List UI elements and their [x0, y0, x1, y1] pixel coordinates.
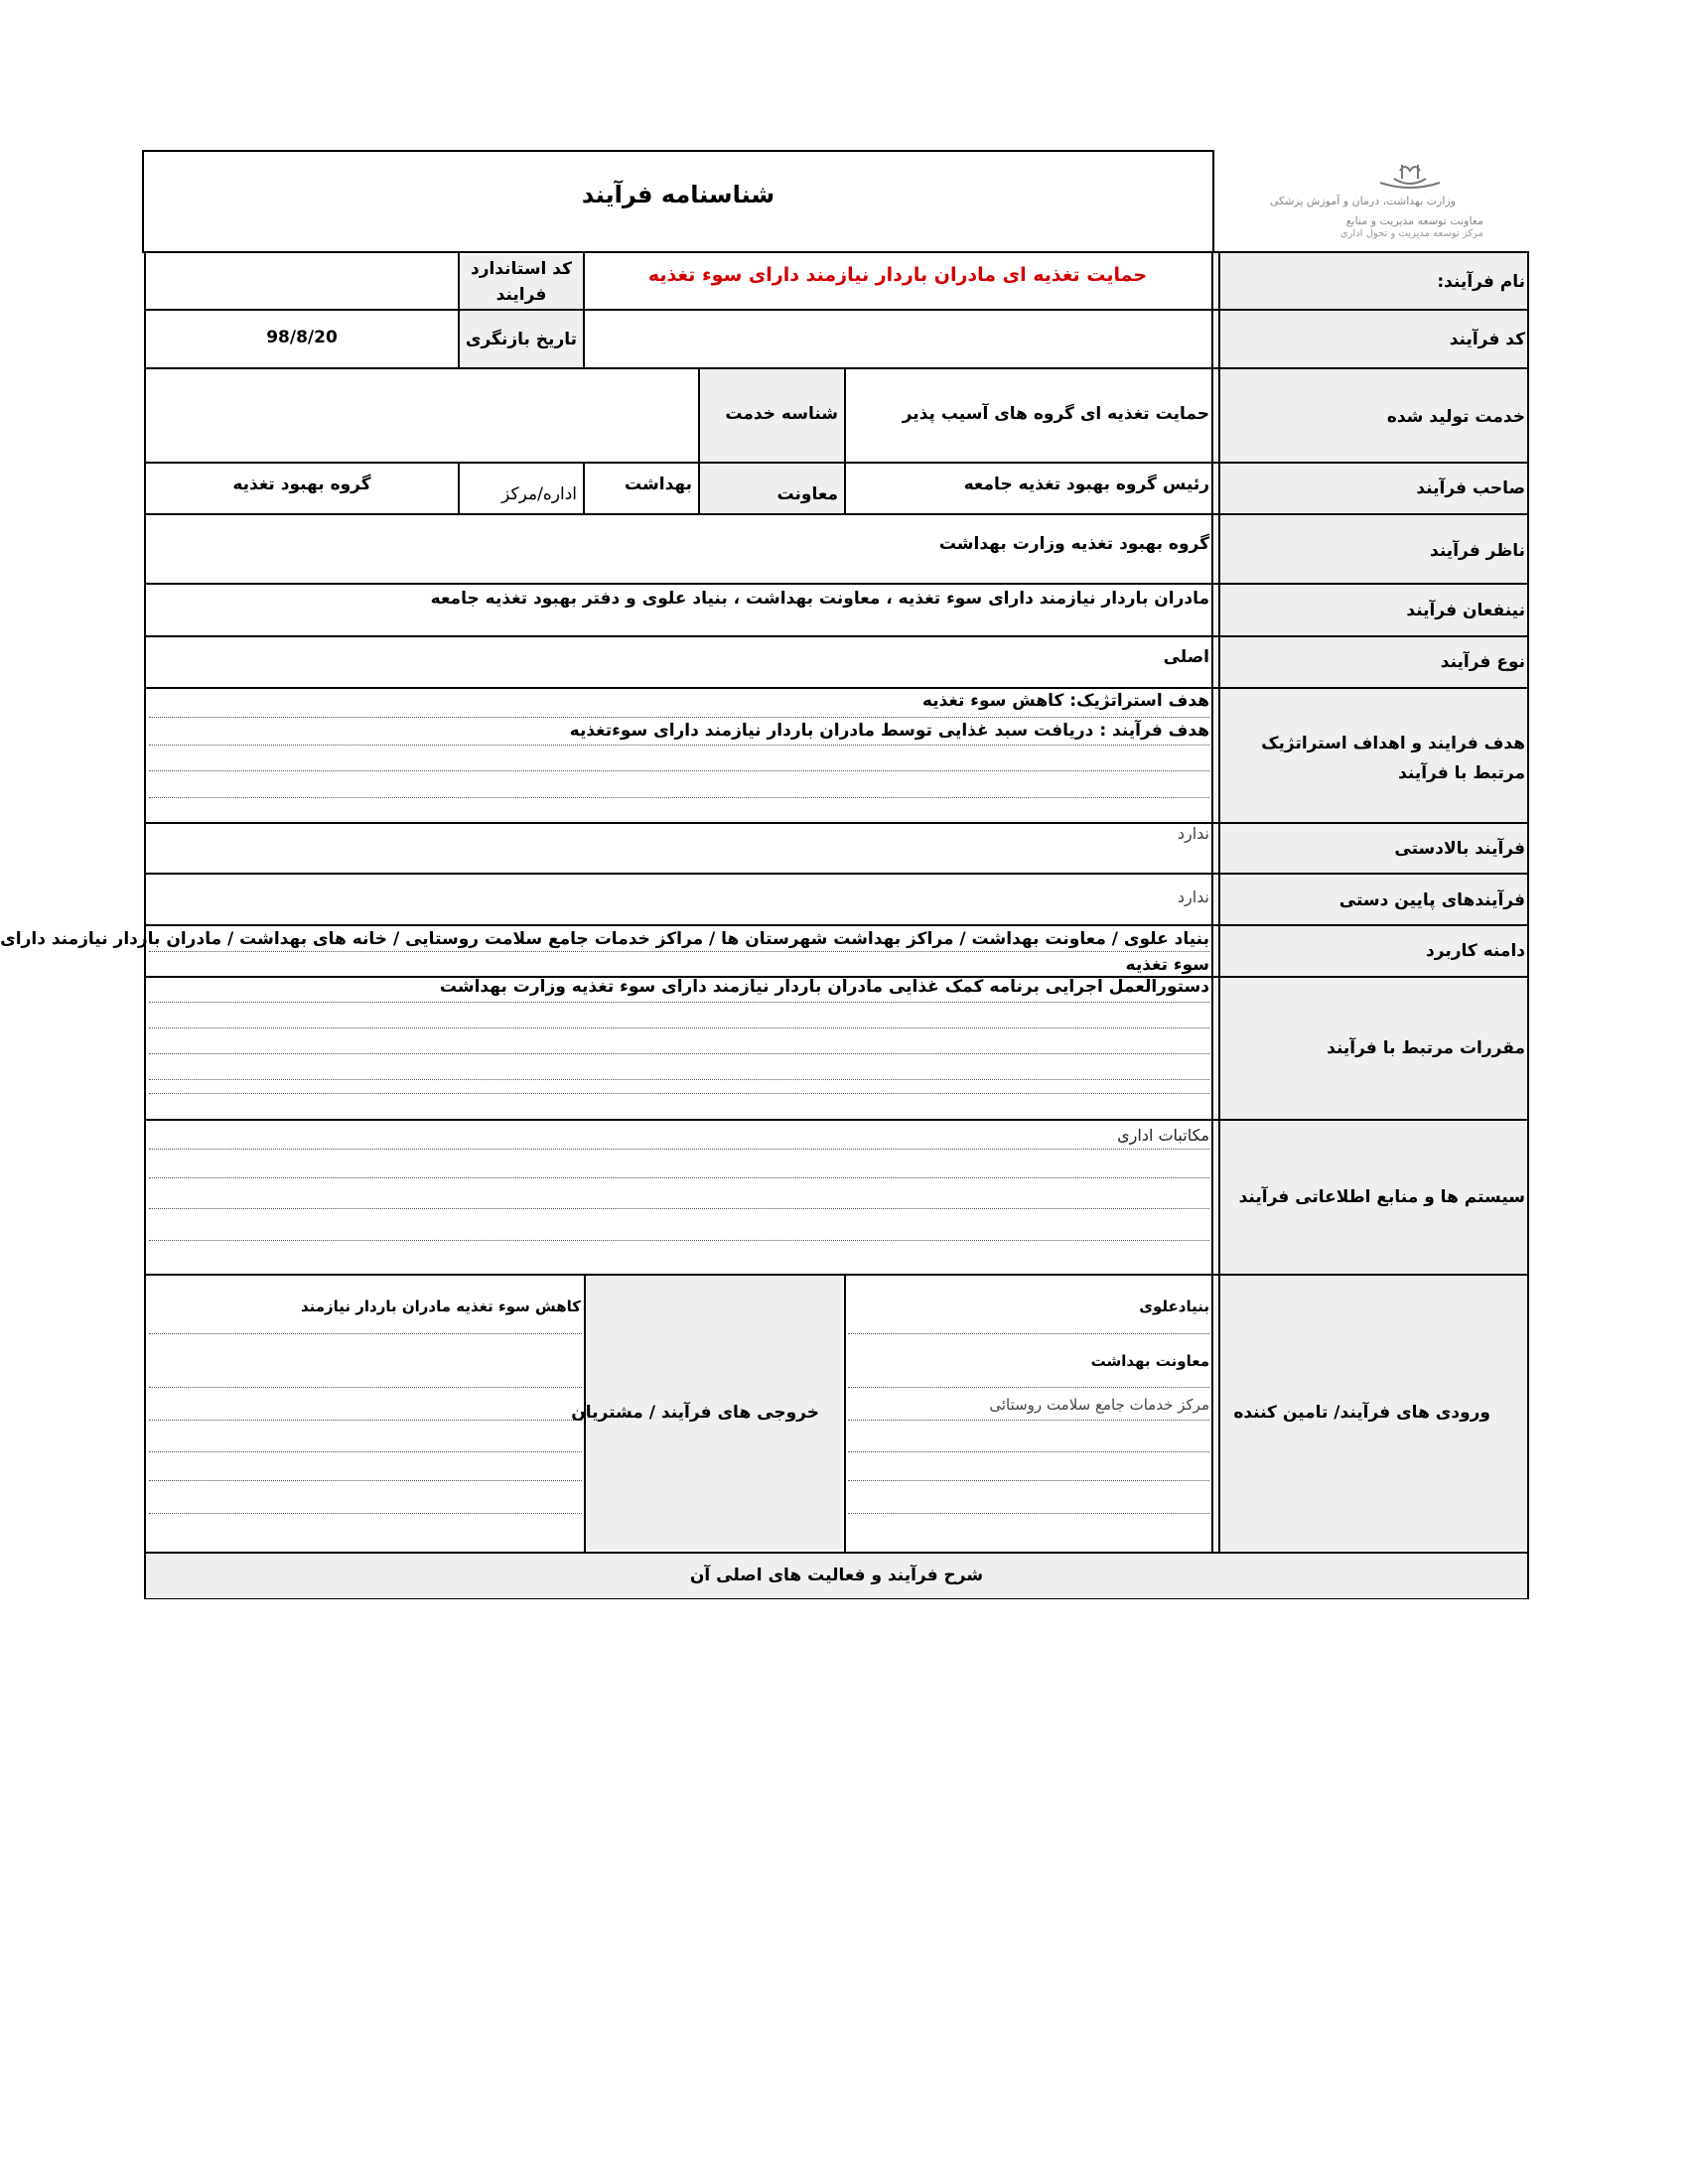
- process-goal-value: هدف فرآیند : دریافت سبد غذایی توسط مادران باردار نیازمند دارای سوءتغذیه: [569, 721, 1209, 741]
- logo-line-1: وزارت بهداشت، درمان و آموزش پزشکی: [1269, 195, 1456, 207]
- label-service-produced: خدمت تولید شده: [1386, 407, 1525, 427]
- process-name-value: حمایت تغذیه ای مادران باردار نیازمند دارای سوء تغذیه: [647, 264, 1148, 286]
- logo-line-3: مرکز توسعه مدیریت و تحول اداری: [1339, 228, 1483, 239]
- label-service-id: شناسه خدمت: [725, 404, 838, 424]
- label-inputs: ورودی های فرآیند/ تامین کننده: [1233, 1403, 1490, 1423]
- label-description: شرح فرآیند و فعالیت های اصلی آن: [689, 1566, 984, 1585]
- review-date-value: 98/8/20: [266, 328, 338, 347]
- label-upstream: فرآیند بالادستی: [1394, 839, 1525, 859]
- label-regulations: مقررات مرتبط با فرآیند: [1327, 1038, 1525, 1058]
- page-title: شناسنامه فرآیند: [581, 181, 775, 208]
- label-supervisor: ناظر فرآیند: [1430, 541, 1525, 561]
- label-scope: دامنه کاربرد: [1426, 941, 1525, 961]
- scope-value-line-1: بنیاد علوی / معاونت بهداشت / مراکز بهداشت شهرستان ها / مراکز خدمات جامع سلامت روستایی / خانه های بهداشت / مادران باردار نیازمند دارای: [0, 929, 1209, 949]
- label-process-code: کد فرآیند: [1449, 330, 1525, 349]
- logo-line-2: معاونت توسعه مدیریت و منابع: [1345, 214, 1483, 227]
- deputy-value: بهداشت: [625, 475, 692, 494]
- service-produced-value: حمایت تغذیه ای گروه های آسیب پذیر: [902, 404, 1209, 424]
- scope-value-line-2: سوء تغذیه: [1125, 955, 1209, 975]
- systems-value: مکاتبات اداری: [1117, 1126, 1209, 1145]
- label-beneficiaries: نینفعان فرآیند: [1406, 601, 1525, 620]
- strategic-goal-value: هدف استراتژیک: کاهش سوء تغذیه: [921, 691, 1209, 711]
- input-item: مرکز خدمات جامع سلامت روستائی: [989, 1396, 1209, 1414]
- process-type-value: اصلی: [1163, 647, 1209, 667]
- label-goals: هدف فرایند و اهداف استراتژیک مرتبط با فرآیند: [1261, 734, 1525, 783]
- label-deputy: معاونت: [776, 484, 838, 504]
- upstream-value: ندارد: [1177, 824, 1209, 843]
- beneficiaries-value: مادران باردار نیازمند دارای سوء تغذیه ، معاونت بهداشت ، بنیاد علوی و دفتر بهبود تغذیه جامعه: [430, 589, 1209, 609]
- regulations-value: دستورالعمل اجرایی برنامه کمک غذایی مادران باردار نیازمند دارای سوء تغذیه وزارت بهداشت: [439, 977, 1209, 997]
- ministry-logo: [1263, 155, 1491, 244]
- label-process-owner: صاحب فرآیند: [1416, 478, 1525, 498]
- label-process-name: نام فرآیند:: [1437, 272, 1525, 292]
- input-item: بنیادعلوی: [1139, 1297, 1209, 1315]
- label-office: اداره/مرکز: [501, 484, 577, 504]
- downstream-value: ندارد: [1177, 887, 1209, 906]
- supervisor-value: گروه بهبود تغذیه وزارت بهداشت: [938, 534, 1209, 554]
- label-process-type: نوع فرآیند: [1440, 652, 1525, 672]
- label-review-date: تاریخ بازنگری: [465, 330, 577, 349]
- label-systems: سیستم ها و منابع اطلاعاتی فرآیند: [1238, 1187, 1525, 1207]
- input-item: معاونت بهداشت: [1090, 1352, 1209, 1370]
- process-owner-value: رئیس گروه بهبود تغذیه جامعه: [963, 475, 1209, 494]
- output-item: کاهش سوء تغذیه مادران باردار نیازمند: [300, 1297, 581, 1315]
- office-value: گروه بهبود تغذیه: [232, 475, 371, 494]
- label-downstream: فرآیندهای پایین دستی: [1338, 890, 1525, 910]
- label-outputs: خروجی های فرآیند / مشتریان: [571, 1403, 819, 1423]
- label-standard-code: کد استاندارد فرایند: [470, 259, 573, 305]
